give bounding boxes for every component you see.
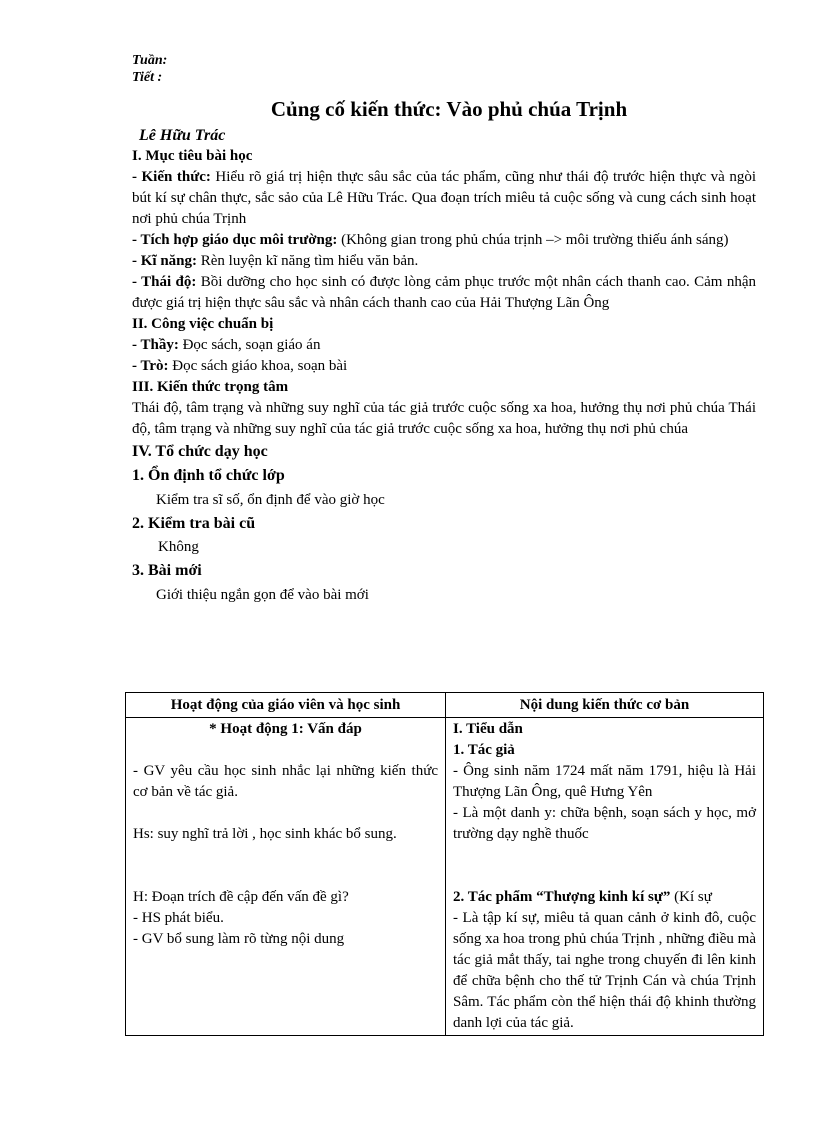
environment-paragraph bbox=[132, 230, 756, 251]
step-1-title: Ổn định tổ chức lớp bbox=[144, 467, 285, 484]
lesson-table bbox=[125, 692, 764, 1036]
activities-cell bbox=[126, 718, 446, 1036]
step-2-heading bbox=[132, 512, 756, 536]
teacher-paragraph bbox=[132, 335, 756, 356]
section-1-heading: I. Mục tiêu bài học bbox=[132, 148, 253, 164]
activity-line-4: - HS phát biểu. bbox=[133, 910, 224, 926]
step-3-text: Giới thiệu ngắn gọn để vào bài mới bbox=[156, 587, 369, 603]
step-3-heading bbox=[132, 559, 756, 583]
step-1-number: 1. bbox=[132, 467, 144, 484]
activity-line-1: - GV yêu cầu học sinh nhắc lại những kiến thức cơ bản về tác giả. bbox=[133, 763, 438, 800]
skill-text: Rèn luyện kĩ năng tìm hiểu văn bản. bbox=[197, 253, 419, 269]
work-heading: 2. Tác phẩm “Thượng kinh kí sự” bbox=[453, 889, 671, 905]
attitude-paragraph bbox=[132, 272, 756, 314]
activity-1-heading: * Hoạt động 1: Vấn đáp bbox=[209, 721, 362, 737]
table-header-content: Nội dung kiến thức cơ bản bbox=[446, 693, 764, 718]
section-4-heading: IV. Tổ chức dạy học bbox=[132, 443, 268, 460]
skill-paragraph bbox=[132, 251, 756, 272]
teacher-text: Đọc sách, soạn giáo án bbox=[178, 337, 321, 353]
period-label: Tiết : bbox=[132, 70, 163, 85]
step-3-title: Bài mới bbox=[144, 562, 202, 579]
student-text: Đọc sách giáo khoa, soạn bài bbox=[168, 358, 348, 374]
activity-line-5: - GV bổ sung làm rõ từng nội dung bbox=[133, 931, 345, 947]
author-heading: 1. Tác giả bbox=[453, 742, 515, 758]
step-1-heading bbox=[132, 464, 756, 488]
page-title: Củng cố kiến thức: Vào phủ chúa Trịnh bbox=[270, 97, 628, 121]
intro-heading: I. Tiểu dẫn bbox=[453, 721, 523, 737]
section-3-text: Thái độ, tâm trạng và những suy nghĩ của tác giả trước cuộc sống xa hoa, hưởng thụ nơi phủ chúa Thái độ, tâm trạng và những suy nghĩ của tác giả trước cuộc sống xa hoa, hưởng thụ nơi phủ chúa bbox=[132, 400, 756, 437]
teacher-label: - Thầy: bbox=[132, 337, 179, 353]
work-heading-tail: (Kí sự bbox=[670, 889, 712, 905]
section-2-heading: II. Công việc chuẩn bị bbox=[132, 316, 274, 332]
environment-label: - Tích hợp giáo dục môi trường: bbox=[132, 232, 338, 248]
step-3-number: 3. bbox=[132, 562, 144, 579]
work-paragraph-1: - Là tập kí sự, miêu tả quan cảnh ở kinh đô, cuộc sống xa hoa trong phủ chúa Trịnh , những điều mà tác giả mắt thấy, tai nghe trong chuyến đi lên kinh để chữa bệnh cho thế tử Trịnh Cán và chúa Trịnh Sâm. Tác phẩm còn thể hiện thái độ khinh thường danh lợi của tác giả. bbox=[453, 910, 756, 1031]
step-2-text: Không bbox=[158, 539, 199, 555]
work-heading-line bbox=[453, 887, 756, 908]
student-paragraph bbox=[132, 356, 756, 377]
table-row bbox=[126, 718, 764, 1036]
activity-line-3: H: Đoạn trích đề cập đến vấn đề gì? bbox=[133, 889, 349, 905]
knowledge-text: Hiểu rõ giá trị hiện thực sâu sắc của tác phẩm, cũng như thái độ trước hiện thực và ngòi bút kí sự chân thực, sắc sảo của Lê Hữu Trác. Qua đoạn trích miêu tả cuộc sống và cung cách sinh hoạt nơi phủ chúa Trịnh bbox=[132, 169, 756, 227]
section-3-heading: III. Kiến thức trọng tâm bbox=[132, 379, 289, 395]
environment-text: (Không gian trong phủ chúa trịnh –> môi trường thiếu ánh sáng) bbox=[337, 232, 729, 248]
author-paragraph-2: - Là một danh y: chữa bệnh, soạn sách y học, mở trường dạy nghề thuốc bbox=[453, 805, 756, 842]
step-2-number: 2. bbox=[132, 515, 144, 532]
knowledge-paragraph bbox=[132, 167, 756, 230]
activity-line-2: Hs: suy nghĩ trả lời , học sinh khác bổ sung. bbox=[133, 826, 397, 842]
author-name: Lê Hữu Trác bbox=[139, 127, 226, 144]
attitude-label: - Thái độ: bbox=[132, 274, 197, 290]
content-cell bbox=[446, 718, 764, 1036]
table-header-activities: Hoạt động của giáo viên và học sinh bbox=[126, 693, 446, 718]
author-paragraph-1: - Ông sinh năm 1724 mất năm 1791, hiệu là Hải Thượng Lãn Ông, quê Hưng Yên bbox=[453, 763, 756, 800]
skill-label: - Kĩ năng: bbox=[132, 253, 198, 269]
student-label: - Trò: bbox=[132, 358, 169, 374]
knowledge-label: - Kiến thức: bbox=[132, 169, 211, 185]
attitude-text: Bồi dưỡng cho học sinh có được lòng cảm phục trước một nhân cách thanh cao. Cảm nhận được giá trị hiện thực sâu sắc và nhân cách thanh cao của Hải Thượng Lãn Ông bbox=[132, 274, 757, 311]
step-1-text: Kiểm tra sĩ số, ổn định để vào giờ học bbox=[156, 492, 385, 508]
week-label: Tuần: bbox=[132, 53, 168, 68]
step-2-title: Kiểm tra bài cũ bbox=[144, 515, 256, 532]
table-header-row bbox=[126, 693, 764, 718]
document-page bbox=[132, 52, 756, 607]
